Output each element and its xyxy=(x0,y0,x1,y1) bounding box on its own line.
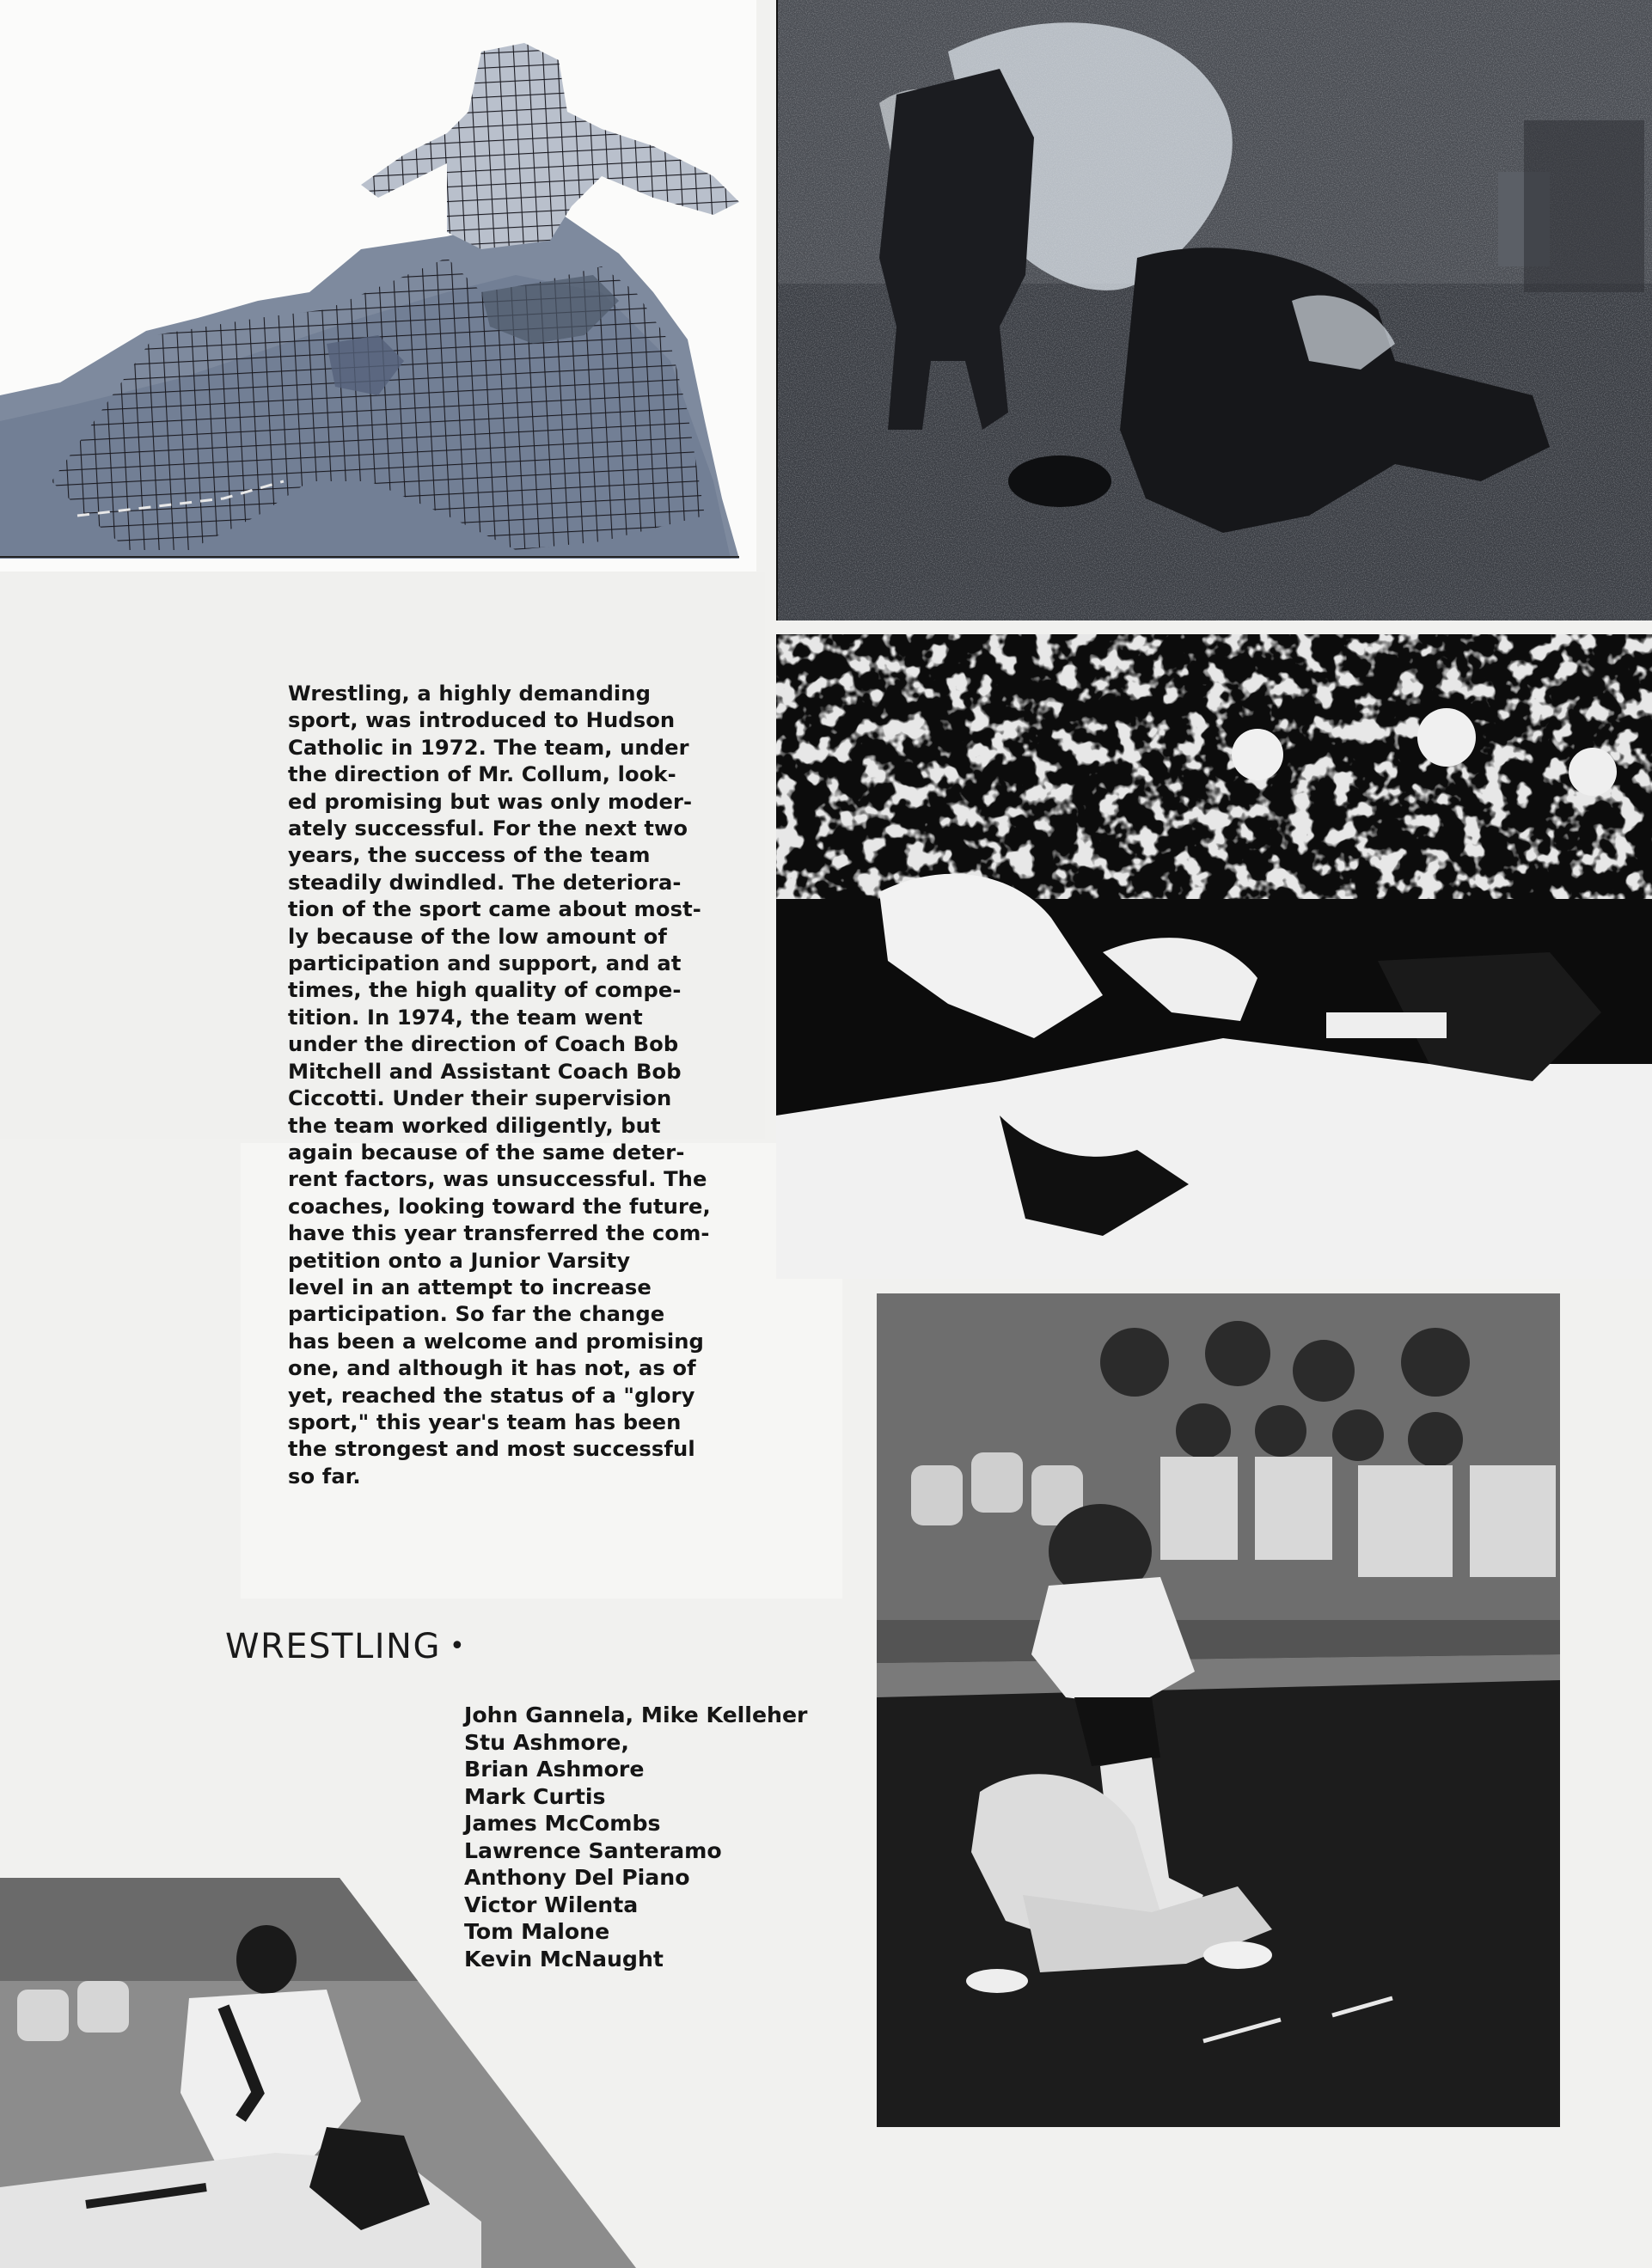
article-line: again because of the same deter- xyxy=(288,1140,685,1165)
roster-name: John Gannela, Mike Kelleher xyxy=(464,1703,808,1727)
article-line: years, the success of the team xyxy=(288,843,651,868)
article-line: sport," this year's team has been xyxy=(288,1409,682,1434)
article-body xyxy=(288,681,726,1490)
article-line: ed promising but was only moder- xyxy=(288,789,693,814)
article-line: ly because of the low amount of xyxy=(288,924,667,949)
article-line: steadily dwindled. The deteriora- xyxy=(288,870,682,895)
wrestler-grid-cutout-image xyxy=(0,34,756,567)
article-line: participation and support, and at xyxy=(288,951,682,976)
article-line: the direction of Mr. Collum, look- xyxy=(288,762,676,787)
wrestling-match-photo-gym xyxy=(877,1293,1560,2127)
roster-name: Kevin McNaught xyxy=(464,1946,664,1972)
article-line: Wrestling, a highly demanding xyxy=(288,682,652,706)
article-line: have this year transferred the com- xyxy=(288,1221,710,1246)
roster-name: Tom Malone xyxy=(464,1919,610,1944)
article-line: Ciccotti. Under their supervision xyxy=(288,1086,672,1111)
article-line: participation. So far the change xyxy=(288,1302,665,1327)
article-line: the strongest and most successful xyxy=(288,1437,695,1462)
article-line: ately successful. For the next two xyxy=(288,816,688,841)
article-line: tion of the sport came about most- xyxy=(288,897,701,922)
article-line: tition. In 1974, the team went xyxy=(288,1005,643,1030)
article-line: rent factors, was unsuccessful. The xyxy=(288,1167,707,1192)
article-line: coaches, looking toward the future, xyxy=(288,1194,711,1219)
article-line: Mitchell and Assistant Coach Bob xyxy=(288,1059,682,1084)
wrestling-match-photo-top xyxy=(776,0,1652,620)
article-line: has been a welcome and promising xyxy=(288,1329,704,1354)
article-line: petition onto a Junior Varsity xyxy=(288,1248,631,1273)
roster-name: James McCombs xyxy=(464,1811,661,1836)
article-line: yet, reached the status of a "glory xyxy=(288,1383,695,1408)
section-title: WRESTLING xyxy=(225,1627,441,1666)
roster-name: Stu Ashmore, xyxy=(464,1729,629,1755)
article-line: under the direction of Coach Bob xyxy=(288,1032,679,1057)
article-line: level in an attempt to increase xyxy=(288,1275,652,1299)
article-line: Catholic in 1972. The team, under xyxy=(288,735,689,760)
team-roster xyxy=(464,1702,877,1972)
roster-name: Lawrence Santeramo xyxy=(464,1837,722,1863)
heading-bullet: • xyxy=(449,1631,467,1661)
roster-name: Brian Ashmore xyxy=(464,1757,645,1782)
roster-name: Victor Wilenta xyxy=(464,1892,639,1917)
article-line: so far. xyxy=(288,1464,361,1489)
wrestling-match-photo-high-contrast xyxy=(776,634,1652,1279)
article-line: times, the high quality of compe- xyxy=(288,978,682,1003)
article-line: sport, was introduced to Hudson xyxy=(288,708,676,733)
article-line: the team worked diligently, but xyxy=(288,1113,661,1138)
section-heading xyxy=(225,1627,466,1666)
article-line: one, and although it has not, as of xyxy=(288,1356,696,1381)
roster-name: Mark Curtis xyxy=(464,1783,606,1809)
roster-name: Anthony Del Piano xyxy=(464,1865,690,1890)
